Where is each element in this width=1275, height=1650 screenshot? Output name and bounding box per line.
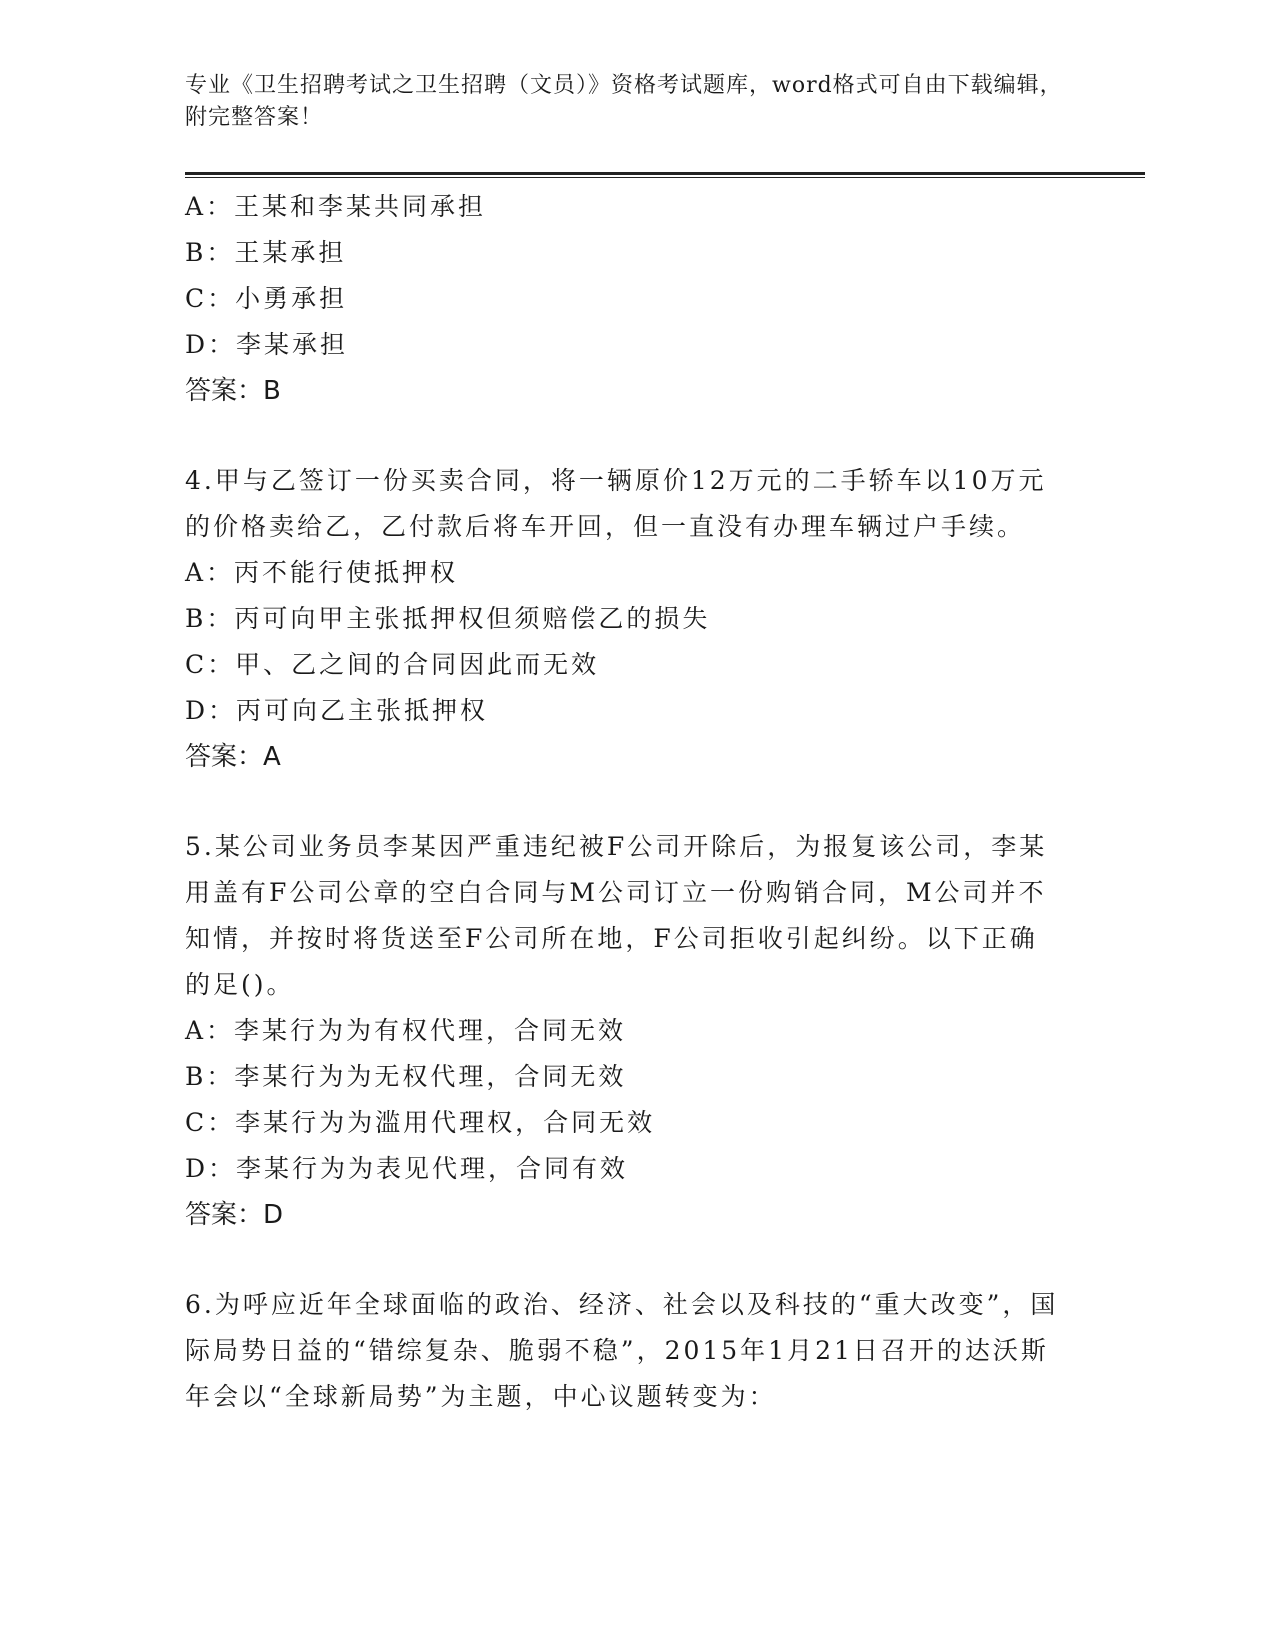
q5-option-d: D：李某行为为表见代理，合同有效 (185, 1154, 629, 1183)
q5-stem: 5.某公司业务员李某因严重违纪被F公司开除后，为报复该公司，李某用盖有F公司公章的空白合同与M公司订立一份购销合同，M公司并不知情，并按时将货送至F公司所在地，F公司拒收引起纠纷。以下正确的足()。 (185, 832, 1048, 999)
question-5 (185, 824, 1145, 1238)
q3-option-c: C：小勇承担 (185, 284, 348, 313)
q4-stem: 4.甲与乙签订一份买卖合同，将一辆原价12万元的二手轿车以10万元的价格卖给乙，乙付款后将车开回，但一直没有办理车辆过户手续。 (185, 466, 1047, 541)
question-6 (185, 1282, 1145, 1420)
q4-option-c: C：甲、乙之间的合同因此而无效 (185, 650, 600, 679)
question-3-options (185, 184, 1145, 414)
header-divider-thick (185, 172, 1145, 175)
q5-option-b: B：李某行为为无权代理，合同无效 (185, 1062, 627, 1091)
document-header: 专业《卫生招聘考试之卫生招聘（文员）》资格考试题库，word格式可自由下载编辑，附完整答案！ (185, 73, 1063, 130)
q6-stem: 6.为呼应近年全球面临的政治、经济、社会以及科技的“重大改变”，国际局势日益的“错综复杂、脆弱不稳”，2015年1月21日召开的达沃斯年会以“全球新局势”为主题，中心议题转变为： (185, 1290, 1059, 1411)
q3-option-a: A：王某和李某共同承担 (185, 192, 487, 221)
q4-option-b: B：丙可向甲主张抵押权但须赔偿乙的损失 (185, 604, 711, 633)
document-page (185, 70, 1145, 1420)
q3-answer: 答案：B (185, 376, 281, 406)
q3-option-d: D：李某承担 (185, 330, 349, 359)
q5-answer: 答案：D (185, 1200, 284, 1230)
q5-option-a: A：李某行为为有权代理，合同无效 (185, 1016, 627, 1045)
header-divider-thin (185, 177, 1145, 178)
q4-option-d: D：丙可向乙主张抵押权 (185, 696, 489, 725)
q5-option-c: C：李某行为为滥用代理权，合同无效 (185, 1108, 656, 1137)
question-4 (185, 458, 1145, 780)
q3-option-b: B：王某承担 (185, 238, 347, 267)
q4-answer: 答案：A (185, 742, 281, 772)
q4-option-a: A：丙不能行使抵押权 (185, 558, 459, 587)
